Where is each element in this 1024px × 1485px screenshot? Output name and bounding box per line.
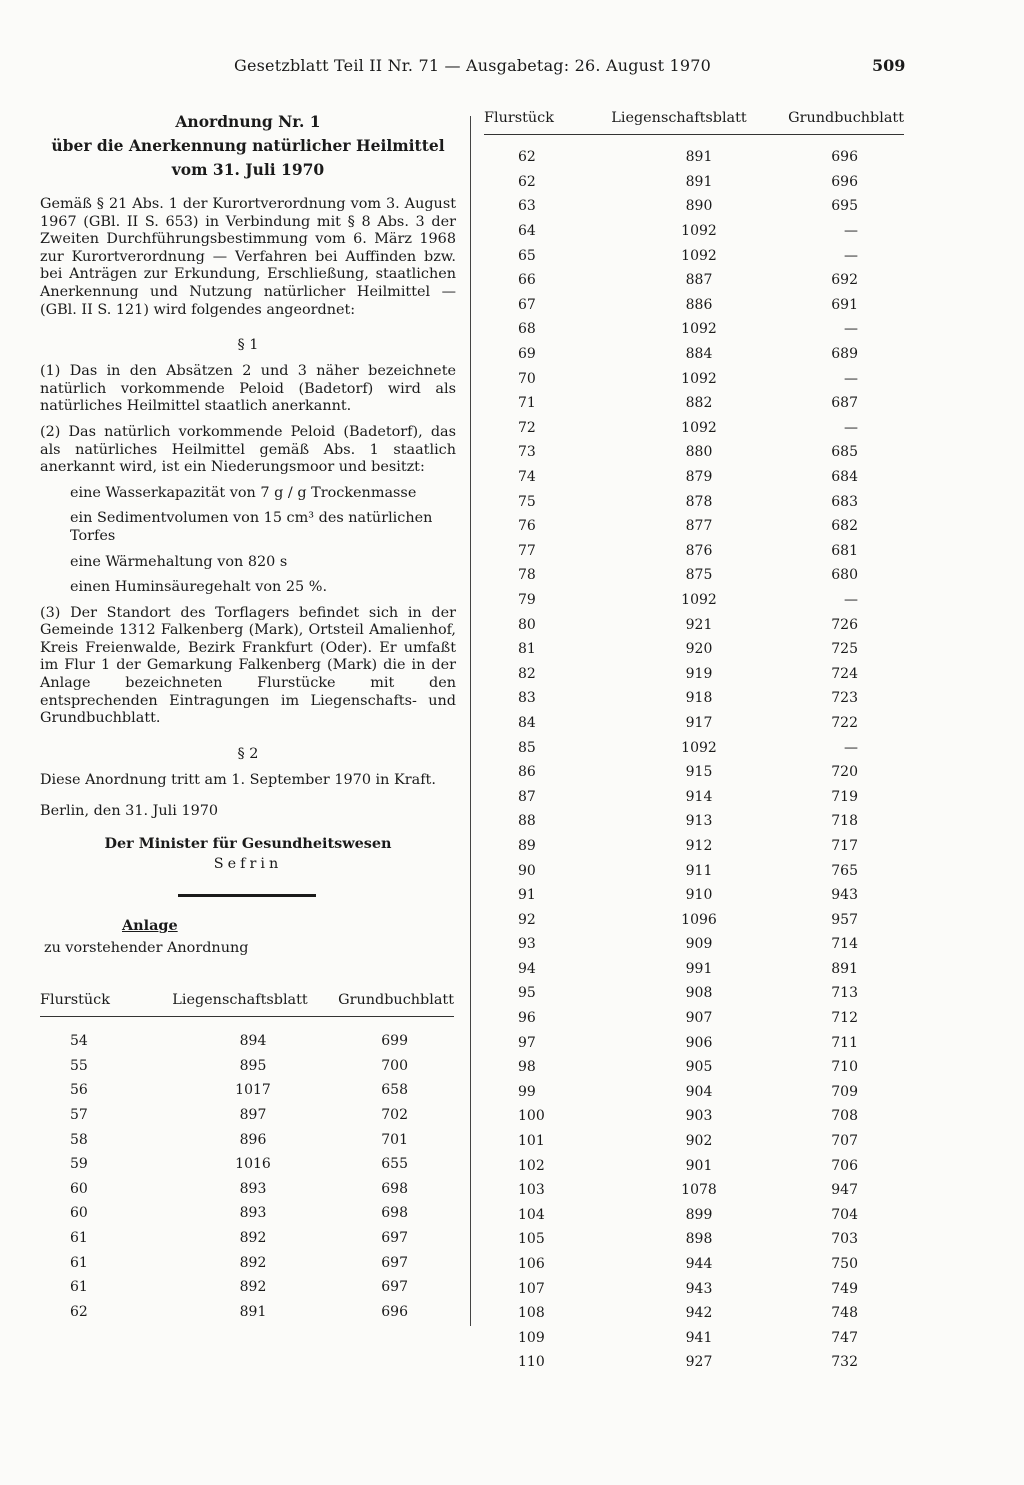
table-row bbox=[484, 735, 904, 760]
table-row bbox=[484, 1276, 904, 1301]
cell-grundbuchblatt: 697 bbox=[381, 1254, 408, 1271]
cell-grundbuchblatt: 703 bbox=[831, 1231, 858, 1248]
cell-liegenschaftsblatt: 920 bbox=[685, 641, 713, 658]
property-humic-acid: einen Huminsäuregehalt von 25 %. bbox=[70, 579, 328, 596]
cell-liegenschaftsblatt: 921 bbox=[685, 616, 713, 633]
table-row bbox=[40, 1054, 454, 1079]
cell-flurstueck: 59 bbox=[70, 1156, 88, 1173]
cell-liegenschaftsblatt: 1096 bbox=[681, 911, 717, 928]
annex-subtitle: zu vorstehender Anordnung bbox=[44, 940, 249, 957]
cell-liegenschaftsblatt: 1016 bbox=[235, 1156, 271, 1173]
table-row bbox=[484, 1301, 904, 1326]
cell-liegenschaftsblatt: 1092 bbox=[681, 370, 717, 387]
cell-liegenschaftsblatt: 895 bbox=[239, 1057, 267, 1074]
cell-grundbuchblatt: 947 bbox=[831, 1182, 858, 1199]
minister-title: Der Minister für Gesundheitswesen bbox=[104, 835, 392, 853]
cell-grundbuchblatt: 697 bbox=[381, 1279, 408, 1296]
table-row bbox=[484, 366, 904, 391]
cell-flurstueck: 100 bbox=[518, 1108, 545, 1125]
cell-flurstueck: 93 bbox=[518, 936, 536, 953]
place-date: Berlin, den 31. Juli 1970 bbox=[40, 803, 219, 820]
cell-liegenschaftsblatt: 1078 bbox=[681, 1182, 717, 1199]
cell-flurstueck: 61 bbox=[70, 1254, 88, 1271]
cell-flurstueck: 102 bbox=[518, 1157, 545, 1174]
cell-grundbuchblatt: 711 bbox=[831, 1034, 858, 1051]
title-line-3: vom 31. Juli 1970 bbox=[171, 160, 325, 179]
table-row bbox=[484, 858, 904, 883]
minister-name: Sefrin bbox=[213, 856, 283, 873]
table-row bbox=[484, 1178, 904, 1203]
cell-flurstueck: 109 bbox=[518, 1329, 545, 1346]
preamble: Gemäß § 21 Abs. 1 der Kurortverordnung vom 3. August 1967 (GBl. II S. 653) in Verbindung mit § 8 Abs. 3 der Zweiten Durchführungsbestimmung vom 6. März 1968 zur Kurortverordnung — Verfahren bei Auffinden bzw. bei Anträgen zur Erkundung, Erschließung, staatlichen Anerkennung und Nutzung natürlicher Heilmittel — (GBl. II S. 121) wird folgendes angeordnet: bbox=[40, 196, 456, 318]
cell-grundbuchblatt: 696 bbox=[831, 173, 858, 190]
column-divider bbox=[470, 116, 471, 1326]
cell-flurstueck: 54 bbox=[70, 1033, 88, 1050]
cell-grundbuchblatt: 710 bbox=[831, 1059, 858, 1076]
table-row bbox=[484, 588, 904, 613]
cell-grundbuchblatt: 698 bbox=[381, 1205, 408, 1222]
cell-flurstueck: 108 bbox=[518, 1305, 545, 1322]
cell-liegenschaftsblatt: 893 bbox=[239, 1180, 267, 1197]
cell-flurstueck: 69 bbox=[518, 346, 536, 363]
title-line-1: Anordnung Nr. 1 bbox=[175, 112, 321, 131]
table-row bbox=[484, 834, 904, 859]
cell-grundbuchblatt: 749 bbox=[831, 1280, 858, 1297]
cell-flurstueck: 99 bbox=[518, 1083, 536, 1100]
cell-flurstueck: 77 bbox=[518, 542, 536, 559]
table-row bbox=[484, 1129, 904, 1154]
table-row bbox=[484, 686, 904, 711]
cell-liegenschaftsblatt: 1092 bbox=[681, 739, 717, 756]
cell-liegenschaftsblatt: 878 bbox=[685, 493, 713, 510]
cell-grundbuchblatt: 717 bbox=[831, 837, 858, 854]
cell-liegenschaftsblatt: 911 bbox=[685, 862, 713, 879]
cell-grundbuchblatt: 712 bbox=[831, 1010, 858, 1027]
table-row bbox=[40, 1177, 454, 1202]
cell-liegenschaftsblatt: 891 bbox=[239, 1303, 267, 1320]
table-row bbox=[484, 416, 904, 441]
cell-grundbuchblatt: 681 bbox=[831, 542, 858, 559]
journal-title: Gesetzblatt Teil II Nr. 71 — Ausgabetag: 26. August 1970 bbox=[234, 56, 712, 75]
cell-flurstueck: 66 bbox=[518, 272, 536, 289]
cell-flurstueck: 55 bbox=[70, 1057, 88, 1074]
table-row bbox=[484, 932, 904, 957]
table-row bbox=[484, 760, 904, 785]
cell-flurstueck: 94 bbox=[518, 960, 536, 977]
cell-flurstueck: 72 bbox=[518, 419, 536, 436]
cell-flurstueck: 60 bbox=[70, 1205, 88, 1222]
cell-grundbuchblatt: 750 bbox=[831, 1256, 858, 1273]
cell-grundbuchblatt: 684 bbox=[831, 469, 858, 486]
ordinance-title bbox=[40, 110, 456, 182]
table-row bbox=[40, 1127, 454, 1152]
cell-flurstueck: 104 bbox=[518, 1206, 545, 1223]
cell-flurstueck: 92 bbox=[518, 911, 536, 928]
table-row bbox=[484, 1227, 904, 1252]
cell-flurstueck: 61 bbox=[70, 1230, 88, 1247]
cell-liegenschaftsblatt: 896 bbox=[239, 1131, 267, 1148]
cell-liegenschaftsblatt: 897 bbox=[239, 1107, 267, 1124]
cell-grundbuchblatt: 713 bbox=[831, 985, 858, 1002]
table-row bbox=[484, 1252, 904, 1277]
cell-grundbuchblatt: 680 bbox=[831, 567, 858, 584]
cell-liegenschaftsblatt: 1092 bbox=[681, 247, 717, 264]
table-row bbox=[484, 391, 904, 416]
cell-liegenschaftsblatt: 894 bbox=[239, 1033, 267, 1050]
cell-grundbuchblatt: 943 bbox=[831, 887, 858, 904]
table-row bbox=[40, 1017, 454, 1054]
cell-flurstueck: 70 bbox=[518, 370, 536, 387]
cell-flurstueck: 80 bbox=[518, 616, 536, 633]
cell-liegenschaftsblatt: 886 bbox=[685, 296, 713, 313]
table-row bbox=[40, 1201, 454, 1226]
cell-liegenschaftsblatt: 892 bbox=[239, 1230, 267, 1247]
cell-grundbuchblatt: 707 bbox=[831, 1133, 858, 1150]
table-row bbox=[484, 981, 904, 1006]
cell-flurstueck: 75 bbox=[518, 493, 536, 510]
cell-flurstueck: 101 bbox=[518, 1133, 545, 1150]
cell-liegenschaftsblatt: 914 bbox=[685, 788, 713, 805]
column-header-grundbuchblatt: Grundbuchblatt bbox=[320, 992, 454, 1017]
table-row bbox=[484, 489, 904, 514]
cell-grundbuchblatt: 748 bbox=[831, 1305, 858, 1322]
page-number: 509 bbox=[872, 56, 906, 75]
table-row bbox=[484, 1350, 904, 1375]
cell-flurstueck: 84 bbox=[518, 714, 536, 731]
section-2-heading: § 2 bbox=[237, 745, 259, 762]
table-row bbox=[40, 1300, 454, 1325]
table-row bbox=[484, 342, 904, 367]
cell-liegenschaftsblatt: 917 bbox=[685, 714, 713, 731]
cell-liegenschaftsblatt: 880 bbox=[685, 444, 713, 461]
column-header-flurstueck: Flurstück bbox=[484, 110, 594, 135]
cell-grundbuchblatt: 683 bbox=[831, 493, 858, 510]
cell-flurstueck: 74 bbox=[518, 469, 536, 486]
table-row bbox=[484, 883, 904, 908]
table-row bbox=[484, 563, 904, 588]
section-1-paragraph-1: (1) Das in den Absätzen 2 und 3 näher bezeichnete natürlich vorkommende Peloid (Badetorf) wird als natürliches Heilmittel staatlich anerkannt. bbox=[40, 363, 456, 415]
table-row bbox=[484, 711, 904, 736]
table-row bbox=[484, 1203, 904, 1228]
cell-grundbuchblatt: 685 bbox=[831, 444, 858, 461]
cell-grundbuchblatt: 722 bbox=[831, 714, 858, 731]
cell-flurstueck: 64 bbox=[518, 223, 536, 240]
cell-grundbuchblatt: 719 bbox=[831, 788, 858, 805]
cell-grundbuchblatt: 723 bbox=[831, 690, 858, 707]
cell-liegenschaftsblatt: 890 bbox=[685, 198, 713, 215]
table-row bbox=[484, 440, 904, 465]
cell-liegenschaftsblatt: 893 bbox=[239, 1205, 267, 1222]
cell-flurstueck: 97 bbox=[518, 1034, 536, 1051]
cell-flurstueck: 63 bbox=[518, 198, 536, 215]
cell-liegenschaftsblatt: 912 bbox=[685, 837, 713, 854]
separator-rule bbox=[178, 894, 316, 897]
column-header-liegenschaftsblatt: Liegenschaftsblatt bbox=[160, 992, 320, 1017]
cell-liegenschaftsblatt: 908 bbox=[685, 985, 713, 1002]
cell-liegenschaftsblatt: 884 bbox=[685, 346, 713, 363]
cell-flurstueck: 71 bbox=[518, 395, 536, 412]
table-header-row bbox=[484, 110, 904, 135]
table-row bbox=[484, 268, 904, 293]
cell-flurstueck: 103 bbox=[518, 1182, 545, 1199]
cell-liegenschaftsblatt: 944 bbox=[685, 1256, 713, 1273]
cell-liegenschaftsblatt: 904 bbox=[685, 1083, 713, 1100]
cell-flurstueck: 65 bbox=[518, 247, 536, 264]
cell-grundbuchblatt: 726 bbox=[831, 616, 858, 633]
cell-flurstueck: 106 bbox=[518, 1256, 545, 1273]
section-2-text: Diese Anordnung tritt am 1. September 1970 in Kraft. bbox=[40, 771, 436, 788]
table-row bbox=[484, 957, 904, 982]
cell-liegenschaftsblatt: 903 bbox=[685, 1108, 713, 1125]
cell-grundbuchblatt: 689 bbox=[831, 346, 858, 363]
table-row bbox=[484, 1326, 904, 1351]
title-line-2: über die Anerkennung natürlicher Heilmittel bbox=[51, 136, 445, 155]
table-row bbox=[484, 907, 904, 932]
cell-flurstueck: 78 bbox=[518, 567, 536, 584]
page-header bbox=[0, 56, 1024, 82]
cell-liegenschaftsblatt: 1092 bbox=[681, 223, 717, 240]
column-header-flurstueck: Flurstück bbox=[40, 992, 160, 1017]
cell-grundbuchblatt: 696 bbox=[831, 149, 858, 166]
cell-flurstueck: 56 bbox=[70, 1082, 88, 1099]
cell-grundbuchblatt: 700 bbox=[381, 1057, 408, 1074]
annex-table-left bbox=[40, 992, 454, 1324]
cell-liegenschaftsblatt: 882 bbox=[685, 395, 713, 412]
cell-liegenschaftsblatt: 901 bbox=[685, 1157, 713, 1174]
cell-flurstueck: 90 bbox=[518, 862, 536, 879]
cell-liegenschaftsblatt: 910 bbox=[685, 887, 713, 904]
cell-flurstueck: 60 bbox=[70, 1180, 88, 1197]
cell-grundbuchblatt: 718 bbox=[831, 813, 858, 830]
cell-flurstueck: 86 bbox=[518, 764, 536, 781]
table-row bbox=[484, 1006, 904, 1031]
cell-grundbuchblatt: 708 bbox=[831, 1108, 858, 1125]
cell-liegenschaftsblatt: 877 bbox=[685, 518, 713, 535]
cell-flurstueck: 76 bbox=[518, 518, 536, 535]
cell-grundbuchblatt: — bbox=[844, 419, 858, 436]
section-1-paragraph-2: (2) Das natürlich vorkommende Peloid (Badetorf), das als natürliches Heilmittel gemäß Abs. 1 staatlich anerkannt wird, ist ein Niederungsmoor und besitzt: bbox=[40, 423, 456, 476]
cell-grundbuchblatt: — bbox=[844, 739, 858, 756]
table-row bbox=[40, 1250, 454, 1275]
table-row bbox=[484, 539, 904, 564]
peloid-properties bbox=[40, 485, 456, 597]
table-row bbox=[484, 637, 904, 662]
cell-grundbuchblatt: 698 bbox=[381, 1180, 408, 1197]
table-row bbox=[40, 1275, 454, 1300]
cell-flurstueck: 88 bbox=[518, 813, 536, 830]
table-row bbox=[484, 219, 904, 244]
cell-grundbuchblatt: — bbox=[844, 370, 858, 387]
cell-grundbuchblatt: 699 bbox=[381, 1033, 408, 1050]
cell-flurstueck: 62 bbox=[518, 149, 536, 166]
cell-flurstueck: 68 bbox=[518, 321, 536, 338]
cell-liegenschaftsblatt: 1092 bbox=[681, 321, 717, 338]
cell-liegenschaftsblatt: 879 bbox=[685, 469, 713, 486]
cell-grundbuchblatt: 709 bbox=[831, 1083, 858, 1100]
cell-liegenschaftsblatt: 1017 bbox=[235, 1082, 271, 1099]
column-header-liegenschaftsblatt: Liegenschaftsblatt bbox=[594, 110, 764, 135]
column-header-grundbuchblatt: Grundbuchblatt bbox=[764, 110, 904, 135]
cell-flurstueck: 62 bbox=[70, 1303, 88, 1320]
cell-grundbuchblatt: 957 bbox=[831, 911, 858, 928]
table-row bbox=[484, 612, 904, 637]
table-row bbox=[484, 194, 904, 219]
cell-flurstueck: 62 bbox=[518, 173, 536, 190]
table-row bbox=[40, 1103, 454, 1128]
property-sediment-volume: ein Sedimentvolumen von 15 cm³ des natürlichen Torfes bbox=[70, 510, 433, 544]
table-row bbox=[484, 661, 904, 686]
cell-liegenschaftsblatt: 876 bbox=[685, 542, 713, 559]
cell-flurstueck: 96 bbox=[518, 1010, 536, 1027]
cell-grundbuchblatt: 697 bbox=[381, 1230, 408, 1247]
cell-grundbuchblatt: 701 bbox=[381, 1131, 408, 1148]
cell-liegenschaftsblatt: 906 bbox=[685, 1034, 713, 1051]
cell-liegenschaftsblatt: 909 bbox=[685, 936, 713, 953]
table-row bbox=[484, 514, 904, 539]
cell-liegenschaftsblatt: 907 bbox=[685, 1010, 713, 1027]
property-water-capacity: eine Wasserkapazität von 7 g / g Trockenmasse bbox=[70, 484, 417, 501]
cell-liegenschaftsblatt: 902 bbox=[685, 1133, 713, 1150]
cell-flurstueck: 91 bbox=[518, 887, 536, 904]
table-row bbox=[484, 1030, 904, 1055]
cell-grundbuchblatt: 720 bbox=[831, 764, 858, 781]
cell-liegenschaftsblatt: 892 bbox=[239, 1279, 267, 1296]
cell-flurstueck: 87 bbox=[518, 788, 536, 805]
table-row bbox=[484, 1104, 904, 1129]
cell-grundbuchblatt: 732 bbox=[831, 1354, 858, 1371]
table-row bbox=[484, 1153, 904, 1178]
cell-liegenschaftsblatt: 919 bbox=[685, 665, 713, 682]
cell-liegenschaftsblatt: 891 bbox=[685, 149, 713, 166]
cell-grundbuchblatt: 747 bbox=[831, 1329, 858, 1346]
table-row bbox=[484, 809, 904, 834]
cell-grundbuchblatt: — bbox=[844, 247, 858, 264]
cell-liegenschaftsblatt: 1092 bbox=[681, 591, 717, 608]
cell-grundbuchblatt: 682 bbox=[831, 518, 858, 535]
cell-flurstueck: 105 bbox=[518, 1231, 545, 1248]
cell-grundbuchblatt: 691 bbox=[831, 296, 858, 313]
cell-liegenschaftsblatt: 875 bbox=[685, 567, 713, 584]
table-row bbox=[484, 1080, 904, 1105]
cell-grundbuchblatt: 687 bbox=[831, 395, 858, 412]
table-row bbox=[40, 1152, 454, 1177]
annex-title: Anlage bbox=[122, 917, 178, 935]
cell-flurstueck: 85 bbox=[518, 739, 536, 756]
cell-liegenschaftsblatt: 892 bbox=[239, 1254, 267, 1271]
cell-grundbuchblatt: 702 bbox=[381, 1107, 408, 1124]
cell-flurstueck: 95 bbox=[518, 985, 536, 1002]
cell-grundbuchblatt: 891 bbox=[831, 960, 858, 977]
cell-flurstueck: 67 bbox=[518, 296, 536, 313]
cell-flurstueck: 61 bbox=[70, 1279, 88, 1296]
table-row bbox=[484, 135, 904, 170]
cell-liegenschaftsblatt: 898 bbox=[685, 1231, 713, 1248]
table-row bbox=[40, 1078, 454, 1103]
cell-flurstueck: 58 bbox=[70, 1131, 88, 1148]
section-1-heading: § 1 bbox=[237, 337, 259, 354]
ordinance-column bbox=[40, 110, 456, 956]
cell-flurstueck: 82 bbox=[518, 665, 536, 682]
annex-table-right bbox=[484, 110, 904, 1375]
cell-grundbuchblatt: 724 bbox=[831, 665, 858, 682]
cell-liegenschaftsblatt: 942 bbox=[685, 1305, 713, 1322]
cell-flurstueck: 107 bbox=[518, 1280, 545, 1297]
cell-grundbuchblatt: — bbox=[844, 591, 858, 608]
cell-grundbuchblatt: 655 bbox=[381, 1156, 408, 1173]
cell-grundbuchblatt: 706 bbox=[831, 1157, 858, 1174]
table-row bbox=[484, 243, 904, 268]
cell-grundbuchblatt: 714 bbox=[831, 936, 858, 953]
cell-flurstueck: 81 bbox=[518, 641, 536, 658]
cell-grundbuchblatt: 725 bbox=[831, 641, 858, 658]
cell-grundbuchblatt: 692 bbox=[831, 272, 858, 289]
cell-grundbuchblatt: — bbox=[844, 321, 858, 338]
cell-grundbuchblatt: 658 bbox=[381, 1082, 408, 1099]
cell-liegenschaftsblatt: 991 bbox=[685, 960, 713, 977]
table-row bbox=[484, 317, 904, 342]
cell-liegenschaftsblatt: 927 bbox=[685, 1354, 713, 1371]
cell-flurstueck: 98 bbox=[518, 1059, 536, 1076]
table-row bbox=[484, 170, 904, 195]
table-row bbox=[484, 465, 904, 490]
cell-flurstueck: 73 bbox=[518, 444, 536, 461]
cell-liegenschaftsblatt: 887 bbox=[685, 272, 713, 289]
property-heat-retention: eine Wärmehaltung von 820 s bbox=[70, 553, 288, 570]
cell-liegenschaftsblatt: 905 bbox=[685, 1059, 713, 1076]
cell-flurstueck: 57 bbox=[70, 1107, 88, 1124]
cell-flurstueck: 110 bbox=[518, 1354, 545, 1371]
cell-liegenschaftsblatt: 941 bbox=[685, 1329, 713, 1346]
table-row bbox=[484, 1055, 904, 1080]
cell-grundbuchblatt: 765 bbox=[831, 862, 858, 879]
cell-grundbuchblatt: — bbox=[844, 223, 858, 240]
cell-liegenschaftsblatt: 915 bbox=[685, 764, 713, 781]
cell-grundbuchblatt: 695 bbox=[831, 198, 858, 215]
cell-liegenschaftsblatt: 891 bbox=[685, 173, 713, 190]
cell-liegenschaftsblatt: 943 bbox=[685, 1280, 713, 1297]
section-1-paragraph-3: (3) Der Standort des Torflagers befindet sich in der Gemeinde 1312 Falkenberg (Mark), Ortsteil Amalienhof, Kreis Freienwalde, Bezirk Frankfurt (Oder). Er umfaßt im Flur 1 der Gemarkung Falkenberg (Mark) die in der Anlage bezeichneten Flurstücke mit den entsprechenden Eintragungen im Liegenschafts- und Grundbuchblatt. bbox=[40, 604, 456, 727]
cell-flurstueck: 79 bbox=[518, 591, 536, 608]
cell-flurstueck: 89 bbox=[518, 837, 536, 854]
cell-flurstueck: 83 bbox=[518, 690, 536, 707]
table-row bbox=[40, 1226, 454, 1251]
table-row bbox=[484, 784, 904, 809]
cell-liegenschaftsblatt: 918 bbox=[685, 690, 713, 707]
table-row bbox=[484, 293, 904, 318]
cell-liegenschaftsblatt: 899 bbox=[685, 1206, 713, 1223]
cell-liegenschaftsblatt: 913 bbox=[685, 813, 713, 830]
table-header-row bbox=[40, 992, 454, 1017]
cell-liegenschaftsblatt: 1092 bbox=[681, 419, 717, 436]
cell-grundbuchblatt: 704 bbox=[831, 1206, 858, 1223]
cell-grundbuchblatt: 696 bbox=[381, 1303, 408, 1320]
